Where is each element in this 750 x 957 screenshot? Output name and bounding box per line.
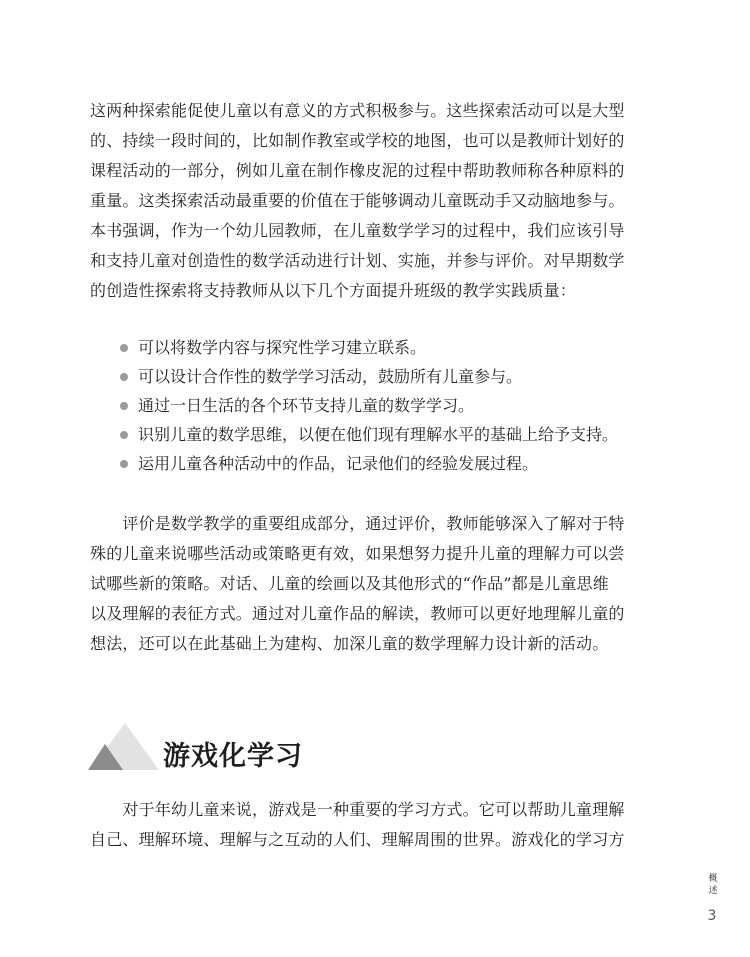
- section-heading: [88, 720, 388, 780]
- paragraph-line: 以及理解的表征方式。通过对儿童作品的解读，教师可以更好地理解儿童的: [90, 604, 625, 623]
- paragraph-line: 这两种探索能促使儿童以有意义的方式积极参与。这些探索活动可以是大型: [90, 101, 625, 120]
- list-item-text: 可以将数学内容与探究性学习建立联系。: [138, 338, 427, 357]
- paragraph-line: 和支持儿童对创造性的数学活动进行计划、实施，并参与评价。对早期数学: [90, 251, 625, 270]
- paragraph-line: 想法，还可以在此基础上为建构、加深儿童的数学理解力设计新的活动。: [90, 634, 609, 653]
- bullet-dot-icon: [120, 431, 128, 439]
- list-item-text: 通过一日生活的各个环节支持儿童的数学学习。: [138, 396, 475, 415]
- paragraph-line: 评价是数学教学的重要组成部分，通过评价，教师能够深入了解对于特: [90, 514, 625, 533]
- paragraph-intro: [90, 96, 662, 306]
- side-label-char: 述: [708, 886, 718, 896]
- side-label-char: 概: [708, 874, 718, 884]
- paragraph-evaluation: [90, 509, 662, 659]
- page-number: 3: [707, 908, 717, 924]
- paragraph-line: 重量。这类探索活动最重要的价值在于能够调动儿童既动手又动脑地参与。: [90, 191, 625, 210]
- paragraph-line: 殊的儿童来说哪些活动或策略更有效，如果想努力提升儿童的理解力可以尝: [90, 544, 625, 563]
- bullet-dot-icon: [120, 373, 128, 381]
- chapter-side-label: [706, 873, 720, 897]
- bullet-dot-icon: [120, 344, 128, 352]
- paragraph-play: [90, 795, 662, 855]
- bullet-list: [120, 333, 618, 478]
- paragraph-line: 课程活动的一部分，例如儿童在制作橡皮泥的过程中帮助教师称各种原料的: [90, 161, 625, 180]
- paragraph-line: 对于年幼儿童来说，游戏是一种重要的学习方式。它可以帮助儿童理解: [90, 800, 625, 819]
- list-item-text: 识别儿童的数学思维，以便在他们现有理解水平的基础上给予支持。: [138, 425, 619, 444]
- section-title: 游戏化学习: [163, 741, 303, 772]
- bullet-dot-icon: [120, 402, 128, 410]
- paragraph-line: 的、持续一段时间的，比如制作教室或学校的地图，也可以是教师计划好的: [90, 131, 625, 150]
- list-item: [120, 391, 618, 420]
- list-item-text: 运用儿童各种活动中的作品，记录他们的经验发展过程。: [138, 454, 539, 473]
- paragraph-line: 的创造性探索将支持教师从以下几个方面提升班级的教学实践质量：: [90, 281, 577, 300]
- paragraph-line: 本书强调，作为一个幼儿园教师，在儿童数学学习的过程中，我们应该引导: [90, 221, 625, 240]
- list-item-text: 可以设计合作性的数学学习活动，鼓励所有儿童参与。: [138, 367, 523, 386]
- bullet-dot-icon: [120, 460, 128, 468]
- stacked-triangles-icon: [88, 720, 160, 772]
- list-item: [120, 449, 618, 478]
- list-item: [120, 420, 618, 449]
- list-item: [120, 333, 618, 362]
- paragraph-line: 自己、理解环境、理解与之互动的人们、理解周围的世界。游戏化的学习方: [90, 830, 625, 849]
- paragraph-line: 试哪些新的策略。对话、儿童的绘画以及其他形式的“作品”都是儿童思维: [90, 574, 609, 593]
- list-item: [120, 362, 618, 391]
